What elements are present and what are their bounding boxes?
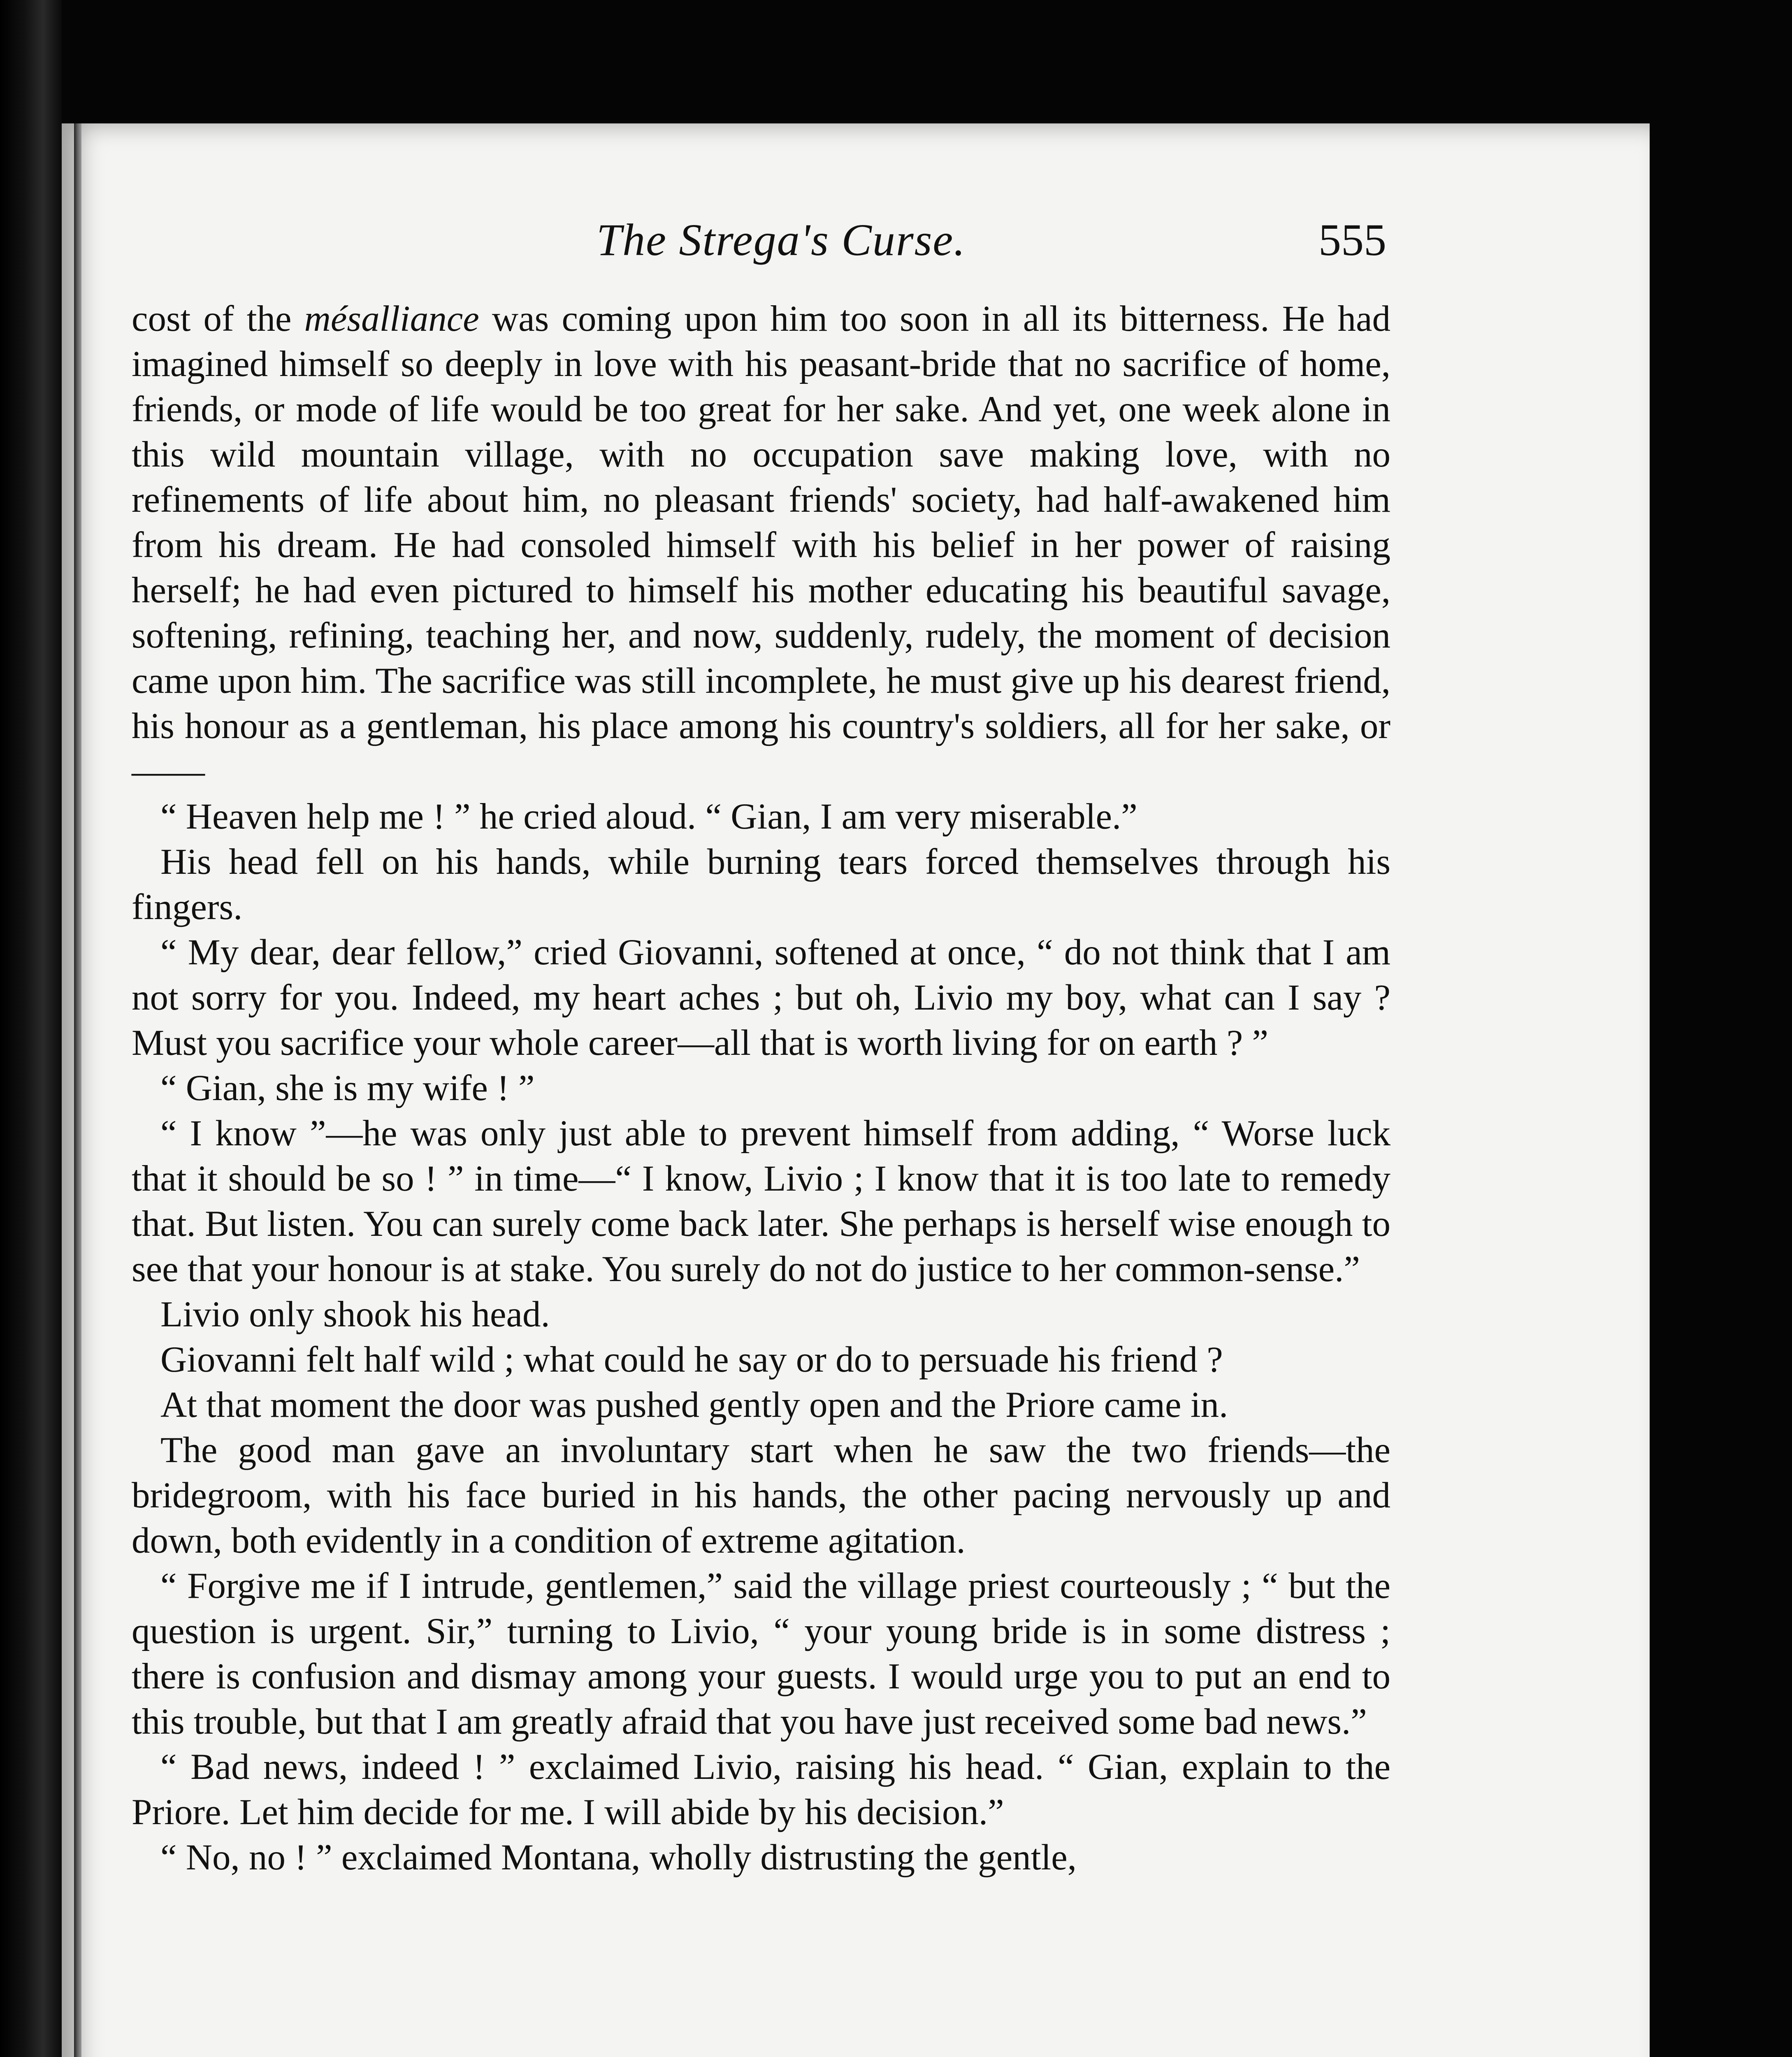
- paragraph-1-rest: was coming upon him too soon in all its bitterness. He had imagined himself so deeply in love with his peasant-bride that no sacrifice of home, friends, or mode of life would be too great for her sake. And yet, one week alone in this wild mountain village, with no occupation save making love, with no refinements of life about him, no pleasant friends' society, had half-awakened him from his dream. He had consoled himself with his belief in her power of raising herself; he had even pictured to himself his mother educating his beautiful savage, softening, refining, teaching her, and now, suddenly, rudely, the moment of decision came upon him. The sacrifice was still incomplete, he must give up his dearest friend, his honour as a gentleman, his place among his country's soldiers, all for her sake, or——: [132, 299, 1390, 792]
- paragraph-6: “ I know ”—he was only just able to prevent himself from adding, “ Worse luck that it should be so ! ” in time—“ I know, Livio ; I know that it is too late to remedy that. But listen. You can surely come back later. She perhaps is herself wise enough to see that your honour is at stake. You surely do not do justice to her common-sense.”: [132, 1113, 1390, 1289]
- paragraph-12: “ Bad news, indeed ! ” exclaimed Livio, raising his head. “ Gian, explain to the Priore. Let him decide for me. I will abide by his decision.”: [132, 1747, 1390, 1832]
- paragraph-8: Giovanni felt half wild ; what could he say or do to persuade his friend ?: [160, 1340, 1223, 1380]
- paragraph-2: “ Heaven help me ! ” he cried aloud. “ Gian, I am very miserable.”: [160, 796, 1137, 837]
- paragraph-1-start: cost of the: [132, 299, 304, 339]
- italic-word: mésalliance: [304, 299, 479, 339]
- paragraph-10: The good man gave an involuntary start when he saw the two friends—the bridegroom, with his face buried in his hands, the other pacing nervously up and down, both evidently in a condition of extreme agitation.: [132, 1430, 1390, 1561]
- body-text: [132, 296, 1390, 1880]
- paragraph-7: Livio only shook his head.: [160, 1294, 550, 1335]
- paragraph-4: “ My dear, dear fellow,” cried Giovanni, softened at once, “ do not think that I am not sorry for you. Indeed, my heart aches ; but oh, Livio my boy, what can I say ? Must you sacrifice your whole career—all that is worth living for on earth ? ”: [132, 932, 1390, 1063]
- page-number: 555: [1318, 215, 1386, 265]
- paragraph-5: “ Gian, she is my wife ! ”: [160, 1068, 535, 1108]
- scan-left-edge: [0, 0, 62, 2057]
- running-title: The Strega's Curse.: [597, 215, 966, 265]
- page-spine-shadow: [74, 123, 81, 2057]
- paragraph-9: At that moment the door was pushed gently open and the Priore came in.: [160, 1385, 1228, 1425]
- paragraph-11: “ Forgive me if I intrude, gentlemen,” said the village priest courteously ; “ but the question is urgent. Sir,” turning to Livio, “ your young bride is in some distress ; there is confusion and dismay among your guests. I would urge you to put an end to this trouble, but that I am greatly afraid that you have just received some bad news.”: [132, 1566, 1390, 1742]
- paragraph-13: “ No, no ! ” exclaimed Montana, wholly distrusting the gentle,: [160, 1837, 1077, 1878]
- paragraph-3: His head fell on his hands, while burning tears forced themselves through his fingers.: [132, 842, 1390, 927]
- paragraph-1: [132, 296, 1390, 794]
- running-head: [132, 214, 1386, 280]
